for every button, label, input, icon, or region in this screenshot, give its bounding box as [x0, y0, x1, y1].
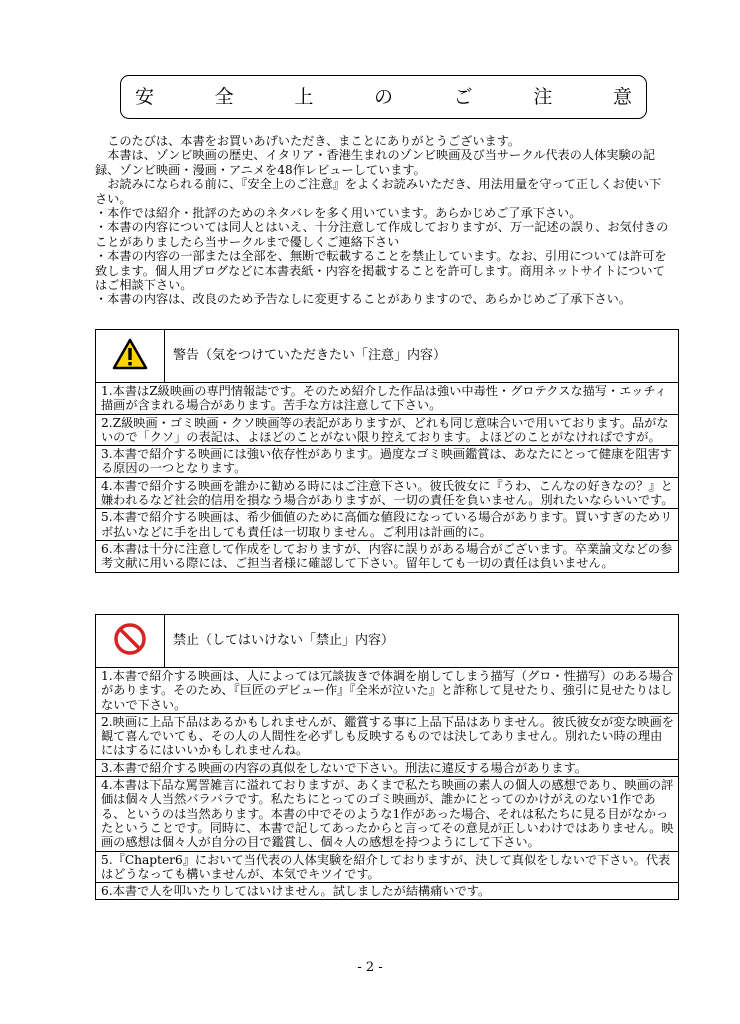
prohibit-item: 2.映画に上品下品はあるかもしれませんが、鑑賞する事に上品下品はありません。彼氏彼女が変な映画を観て喜んでいても、その人の人間性を必ずしも反映するものでは決してありません。別れたい時の理由にはするにはいいかもしれませんね。: [96, 713, 679, 759]
prohibit-icon-cell: [96, 615, 165, 668]
intro-paragraph: ・本書の内容の一部または全部を、無断で転載することを禁止しています。なお、引用については許可を致します。個人用ブログなどに本書表紙・内容を掲載することを許可します。商用ネットサイトについてはご相談下さい。: [95, 249, 667, 293]
intro-paragraph: 本書は、ゾンビ映画の歴史、イタリア・香港生まれのゾンビ映画及び当サークル代表の人体実験の記録、ゾンビ映画・漫画・アニメを48作レビューしています。: [95, 148, 656, 177]
table-row: [96, 477, 679, 509]
warning-heading: 警告（気をつけていただきたい「注意」内容）: [165, 330, 679, 383]
warning-item: 2.Z級映画・ゴミ映画・クソ映画等の表記がありますが、どれも同じ意味合いで用いております。品がないので「クソ」の表記は、よほどのことがない限り控えております。よほどのことがなければですが。: [96, 414, 679, 446]
table-row: [96, 759, 679, 776]
prohibit-item: 4.本書は下品な罵詈雑言に溢れておりますが、あくまで私たち映画の素人の個人の感想であり、映画の評価は個々人当然バラバラです。私たちにとってのゴミ映画が、誰かにとってのかけがえのない1作である、というのは当然あります。本書の中でそのような1作があった場合、それは私たちに見る目がなかったということです。同時に、本書で記してあったからと言ってその意見が正しいわけではありません。映画の感想は個々人が自分の目で鑑賞し、個々人の感想を持つようにして下さい。: [96, 777, 679, 851]
prohibit-item: 3.本書で紹介する映画の内容の真似をしないで下さい。刑法に違反する場合があります。: [96, 759, 679, 776]
warning-icon-cell: [96, 330, 165, 383]
intro-section: [95, 134, 670, 307]
warning-triangle-icon: [112, 338, 148, 370]
page-title: 安全上のご注意: [135, 86, 632, 108]
prohibit-table: [95, 614, 679, 900]
warning-header-row: [96, 330, 679, 383]
prohibit-heading: 禁止（してはいけない「禁止」内容）: [165, 615, 679, 668]
warning-item: 4.本書で紹介する映画を誰かに勧める時にはご注意下さい。彼氏彼女に『うわ、こんなの好きなの？』と嫌われるなど社会的信用を損なう場合がありますが、一切の責任を負いません。別れたいならいいです。: [96, 477, 679, 509]
prohibit-item: 5.『Chapter6』において当代表の人体実験を紹介しておりますが、決して真似をしないで下さい。代表はどうなっても構いませんが、本気でキツイです。: [96, 851, 679, 883]
table-row: [96, 851, 679, 883]
title-box: [120, 75, 647, 119]
table-row: [96, 446, 679, 478]
warning-item: 6.本書は十分に注意して作成をしておりますが、内容に誤りがある場合がございます。卒業論文などの参考文献に用いる際には、ご担当者様に確認して下さい。留年しても一切の責任は負いません。: [96, 540, 679, 572]
intro-paragraph: お読みになられる前に、『安全上のご注意』をよくお読みいただき、用法用量を守って正しくお使い下さい。: [95, 177, 662, 206]
prohibit-item: 6.本書で人を叩いたりしてはいけません。試しましたが結構痛いです。: [96, 883, 679, 900]
table-row: [96, 414, 679, 446]
warning-item: 3.本書で紹介する映画には強い依存性があります。過度なゴミ映画鑑賞は、あなたにとって健康を阻害する原因の一つとなります。: [96, 446, 679, 478]
intro-paragraph: ・本書の内容については同人とはいえ、十分注意して作成しておりますが、万一記述の誤り、お気付きのことがありましたら当サークルまで優しくご連絡下さい: [95, 220, 669, 249]
prohibited-icon: [113, 622, 147, 656]
table-row: [96, 668, 679, 714]
table-row: [96, 713, 679, 759]
table-row: [96, 540, 679, 572]
table-row: [96, 509, 679, 541]
prohibit-header-row: [96, 615, 679, 668]
table-row: [96, 383, 679, 415]
prohibit-item: 1.本書で紹介する映画は、人によっては冗談抜きで体調を崩してしまう描写（グロ・性描写）のある場合があります。そのため、『巨匠のデビュー作』『全米が泣いた』と詐称して見せたり、強引に見せたりはしないで下さい。: [96, 668, 679, 714]
warning-item: 5.本書で紹介する映画は、希少価値のために高価な値段になっている場合があります。買いすぎのためリボ払いなどに手を出しても責任は一切取りません。ご利用は計画的に。: [96, 509, 679, 541]
page-number: - 2 -: [357, 960, 383, 975]
intro-paragraph: ・本書の内容は、改良のため予告なしに変更することがありますので、あらかじめご了承下さい。: [95, 292, 632, 307]
table-row: [96, 777, 679, 851]
table-row: [96, 883, 679, 900]
intro-paragraph: ・本作では紹介・批評のためのネタバレを多く用いています。あらかじめご了承下さい。: [95, 206, 582, 221]
warning-table: [95, 329, 679, 573]
warning-item: 1.本書はZ級映画の専門情報誌です。そのため紹介した作品は強い中毒性・グロテクスな描写・エッチィ描画が含まれる場合があります。苦手な方は注意して下さい。: [96, 383, 679, 415]
intro-paragraph: このたびは、本書をお買いあげいただき、まことにありがとうございます。: [107, 134, 521, 148]
